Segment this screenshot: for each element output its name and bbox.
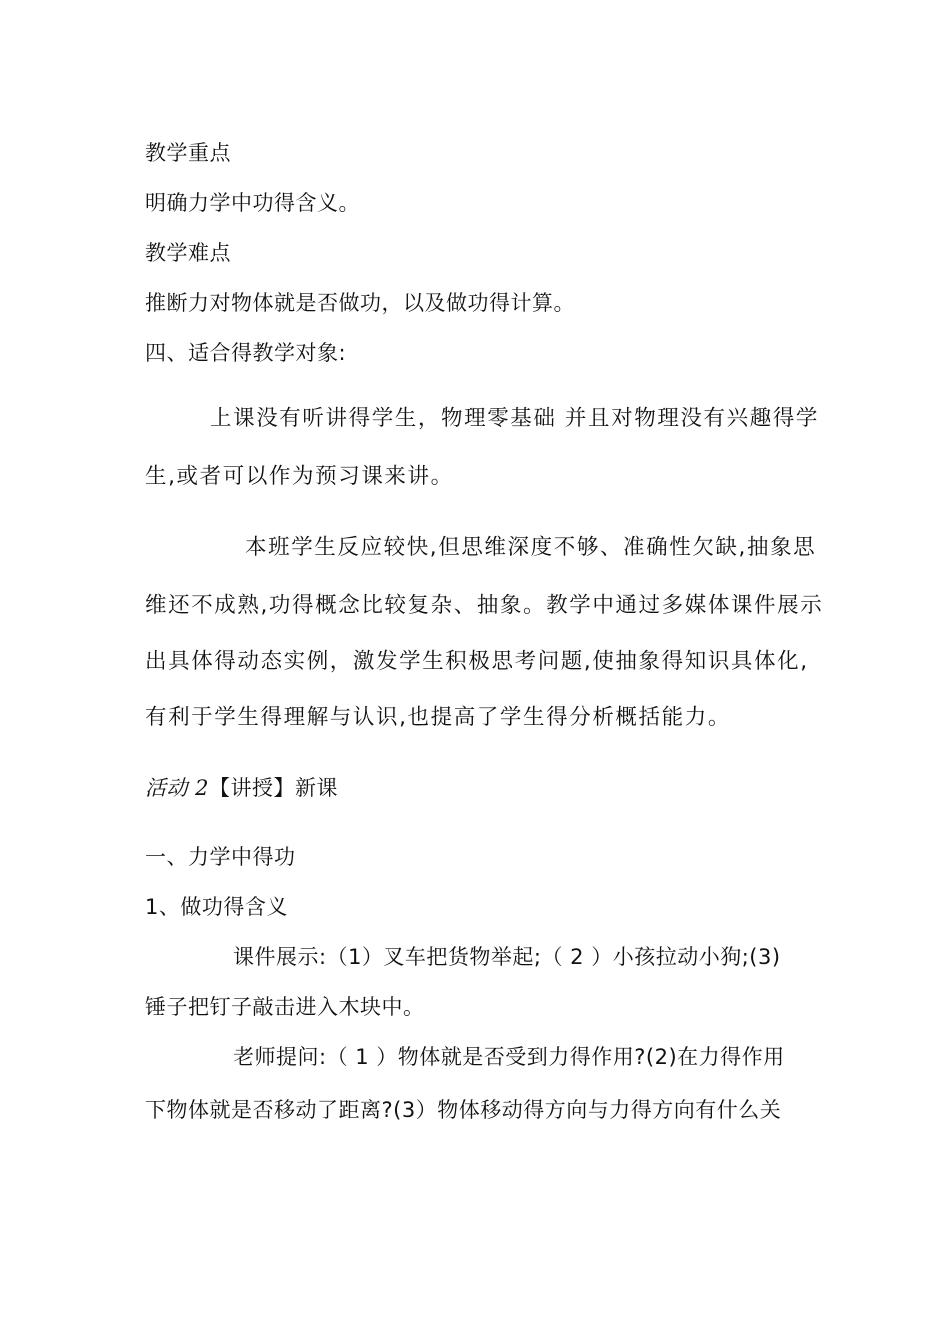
section-heading: 一、力学中得功 xyxy=(145,845,296,869)
key-points-heading: 教学重点 xyxy=(145,141,231,165)
courseware-line: 锤子把钉子敲击进入木块中。 xyxy=(145,995,425,1019)
class-paragraph-line: 本班学生反应较快,但思维深度不够、准确性欠缺,抽象思 xyxy=(245,535,817,560)
difficult-points-heading: 教学难点 xyxy=(145,241,231,265)
subsection-heading: 1、做功得含义 xyxy=(145,895,288,919)
target-paragraph-line: 生,或者可以作为预习课来讲。 xyxy=(145,464,454,489)
class-paragraph-line: 有利于学生得理解与认识,也提高了学生得分析概括能力。 xyxy=(145,705,731,730)
activity-title: 【讲授】新课 xyxy=(209,776,339,800)
key-points-text: 明确力学中功得含义。 xyxy=(145,191,360,215)
target-heading: 四、适合得教学对象: xyxy=(145,341,347,365)
class-paragraph-line: 出具体得动态实例，激发学生积极思考问题,使抽象得知识具体化, xyxy=(145,649,809,674)
courseware-line: 课件展示:（1）叉车把货物举起;（ 2 ）小孩拉动小狗;(3) xyxy=(233,945,781,969)
target-paragraph-line: 上课没有听讲得学生，物理零基础 并且对物理没有兴趣得学 xyxy=(210,406,820,431)
difficult-points-text: 推断力对物体就是否做功，以及做功得计算。 xyxy=(145,291,575,315)
teacher-question-line: 老师提问:（ 1 ）物体就是否受到力得作用?(2)在力得作用 xyxy=(233,1045,785,1069)
activity-prefix: 活动 2 xyxy=(145,776,210,800)
activity-heading xyxy=(145,774,338,802)
class-paragraph-line: 维还不成熟,功得概念比较复杂、抽象。教学中通过多媒体课件展示 xyxy=(145,593,824,618)
teacher-question-line: 下物体就是否移动了距离?(3）物体移动得方向与力得方向有什么关 xyxy=(145,1098,782,1122)
